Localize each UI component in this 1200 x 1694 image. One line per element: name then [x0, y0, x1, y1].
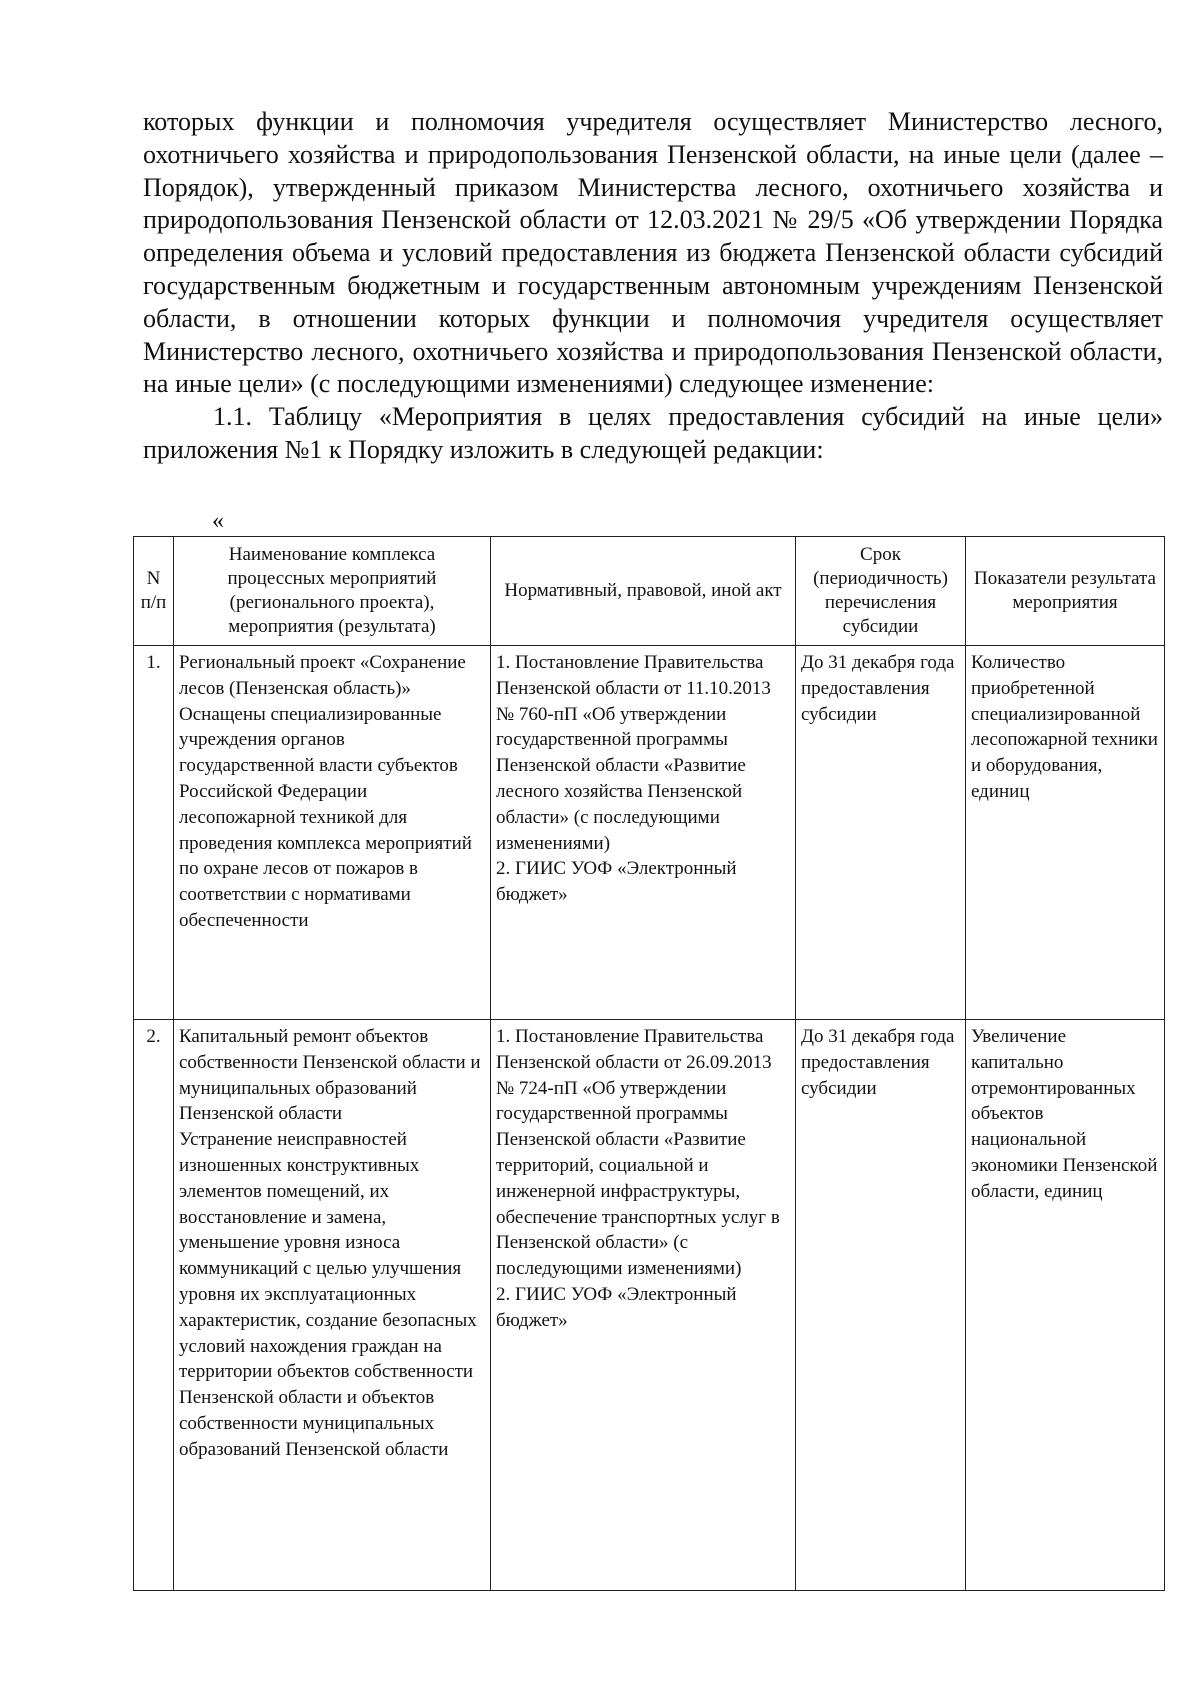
term-cell: До 31 декабря года предоставления субсидии [796, 646, 966, 1020]
table-row [134, 646, 1165, 1020]
measure-name-description: Устранение неисправностей изношенных конструктивных элементов помещений, их восстановление и замена, уменьшение уровня износа коммуникаций с целью улучшения уровня их эксплуатационных характеристик, создание безопасных условий нахождения граждан на территории объектов собственности Пензенской области и объектов собственности муниципальных образований Пензенской области [179, 1129, 477, 1460]
row-number: 1. [134, 646, 174, 1020]
measure-name-description: Оснащены специализированные учреждения органов государственной власти субъектов Российской Федерации лесопожарной техникой для проведения комплекса мероприятий по охране лесов от пожаров в соответствии с нормативами обеспеченности [179, 703, 472, 931]
header-number: N п/п [134, 537, 174, 646]
intro-paragraph-1: которых функции и полномочия учредителя осуществляет Министерство лесного, охотничьего хозяйства и природопользования Пензенской области, на иные цели (далее – Порядок), утвержденный приказом Министерства лесного, охотничьего хозяйства и природопользования Пензенской области от 12.03.2021 № 29/5 «Об утверждении Порядка определения объема и условий предоставления из бюджета Пензенской области субсидий государственным бюджетным и государственным автономным учреждениям Пензенской области, в отношении которых функции и полномочия учредителя осуществляет Министерство лесного, охотничьего хозяйства и природопользования Пензенской области, на иные цели» (с последующими изменениями) следующее изменение: [143, 107, 1163, 399]
header-legal-act: Нормативный, правовой, иной акт [491, 537, 796, 646]
legal-act-cell [491, 1020, 796, 1591]
header-measure-name: Наименование комплекса процессных мероприятий (регионального проекта), мероприятия (результата) [174, 537, 491, 646]
measure-name-cell [174, 646, 491, 1020]
row-number: 2. [134, 1020, 174, 1591]
legal-act-cell [491, 646, 796, 1020]
legal-act-item: 1. Постановление Правительства Пензенской области от 26.09.2013 № 724-пП «Об утверждении государственной программы Пензенской области «Развитие территорий, социальной и инженерной инфраструктуры, обеспечение транспортных услуг в Пензенской области» (с последующими изменениями) [496, 1026, 780, 1280]
term-cell: До 31 декабря года предоставления субсидии [796, 1020, 966, 1591]
opening-quote-mark: « [212, 508, 224, 534]
legal-act-item: 2. ГИИС УОФ «Электронный бюджет» [496, 1283, 737, 1331]
header-term: Срок (периодичность) перечисления субсидии [796, 537, 966, 646]
measure-name-title: Региональный проект «Сохранение лесов (Пензенская область)» [179, 652, 466, 699]
table-header-row [134, 537, 1165, 646]
measures-table [133, 536, 1165, 1591]
intro-paragraph-2: 1.1. Таблицу «Мероприятия в целях предоставления субсидий на иные цели» приложения №1 к Порядку изложить в следующей редакции: [143, 402, 1163, 464]
measure-name-cell [174, 1020, 491, 1591]
legal-act-item: 1. Постановление Правительства Пензенской области от 11.10.2013 № 760-пП «Об утверждении государственной программы Пензенской области «Развитие лесного хозяйства Пензенской области» (с последующими изменениями) [496, 652, 771, 854]
header-indicator: Показатели результата мероприятия [966, 537, 1165, 646]
intro-text [143, 106, 1163, 467]
legal-act-item: 2. ГИИС УОФ «Электронный бюджет» [496, 858, 737, 906]
measure-name-title: Капитальный ремонт объектов собственности Пензенской области и муниципальных образований Пензенской области [179, 1026, 481, 1125]
indicator-cell: Количество приобретенной специализированной лесопожарной техники и оборудования, единиц [966, 646, 1165, 1020]
indicator-cell: Увеличение капитально отремонтированных объектов национальной экономики Пензенской области, единиц [966, 1020, 1165, 1591]
table-row [134, 1020, 1165, 1591]
